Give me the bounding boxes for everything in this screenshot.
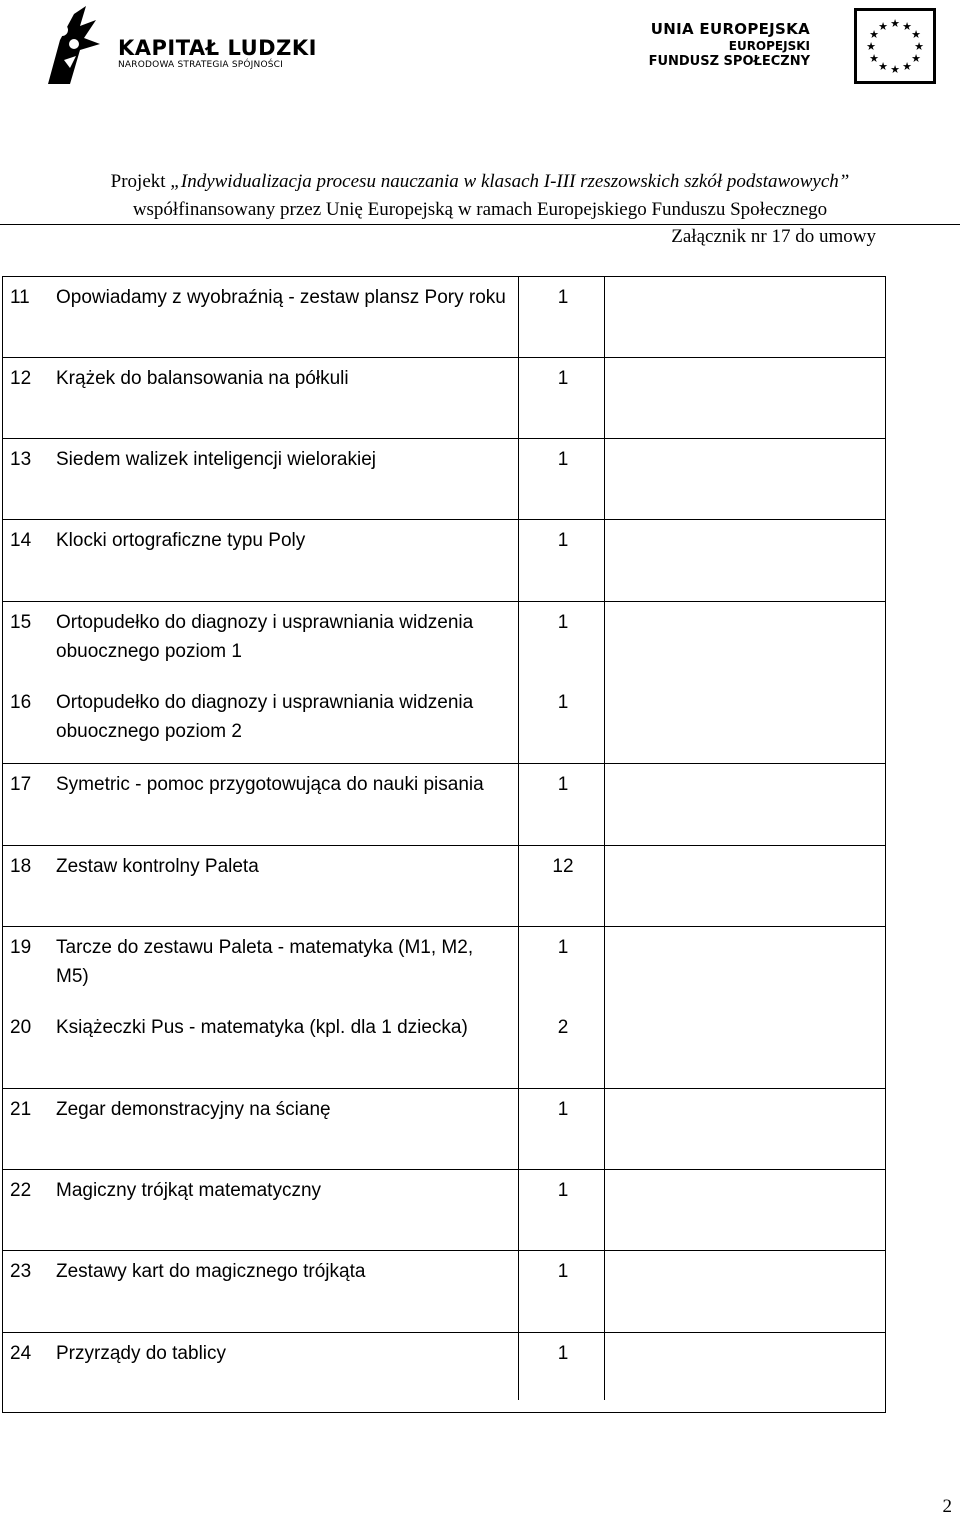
row-number: 22 [10,1180,32,1201]
row-number: 13 [10,449,32,470]
table-row [3,602,885,682]
svg-text:★: ★ [890,17,900,30]
item-quantity: 1 [557,692,569,713]
table-row [3,1251,885,1333]
table-column-divider-extra [604,276,605,1400]
item-quantity: 1 [557,1261,569,1282]
row-number: 18 [10,856,32,877]
item-name: Przyrządy do tablicy [56,1343,227,1364]
row-number: 19 [10,937,32,958]
svg-text:★: ★ [902,60,912,73]
item-name: Siedem walizek inteligencji wielorakiej [56,449,376,470]
table-column-divider-qty [518,276,519,1400]
svg-text:★: ★ [914,40,924,53]
row-number: 14 [10,530,32,551]
item-name: Zestawy kart do magicznego trójkąta [56,1261,366,1282]
item-name: Klocki ortograficzne typu Poly [56,530,306,551]
table-row [3,277,885,358]
item-name: Książeczki Pus - matematyka (kpl. dla 1 dziecka) [56,1017,468,1038]
kapital-ludzki-logo [40,4,320,88]
eu-logo [648,6,940,86]
kapital-ludzki-emblem-icon [40,4,112,88]
item-quantity: 2 [557,1017,569,1038]
table-row [3,1089,885,1170]
svg-text:★: ★ [902,20,912,33]
table-row [3,1170,885,1251]
row-number: 12 [10,368,32,389]
item-name: Krążek do balansowania na półkuli [56,368,349,389]
logo-subtitle: NARODOWA STRATEGIA SPÓJNOŚCI [118,60,283,70]
item-name: Symetric - pomoc przygotowująca do nauki pisania [56,774,484,795]
row-number: 20 [10,1017,32,1038]
header-divider [0,224,960,225]
item-quantity: 12 [552,856,574,877]
project-prefix: Projekt [110,171,166,192]
row-number: 17 [10,774,32,795]
svg-text:★: ★ [869,28,879,41]
row-number: 11 [10,287,30,308]
table-row [3,358,885,439]
item-quantity: 1 [557,612,569,633]
table-row [3,520,885,602]
eu-logo-line2: EUROPEJSKI [728,39,810,53]
item-name: Opowiadamy z wyobraźnią - zestaw plansz Pory roku [56,287,506,308]
project-title-line [0,171,960,193]
item-name: Zestaw kontrolny Paleta [56,856,259,877]
eu-logo-line1: UNIA EUROPEJSKA [650,20,810,38]
table-row [3,439,885,520]
eu-flag-icon [854,8,936,84]
annex-label: Załącznik nr 17 do umowy [671,226,876,247]
row-number: 16 [10,692,32,713]
item-quantity: 1 [557,937,569,958]
svg-text:★: ★ [866,40,876,53]
item-name: Zegar demonstracyjny na ścianę [56,1099,331,1120]
item-quantity: 1 [557,1099,569,1120]
eu-logo-text [649,20,810,69]
svg-text:★: ★ [869,52,879,65]
table-row [3,927,885,1007]
svg-text:★: ★ [890,63,900,76]
table-row [3,846,885,927]
table-row [3,1007,885,1089]
table-row [3,1333,885,1412]
item-name: Magiczny trójkąt matematyczny [56,1180,322,1201]
item-name: Ortopudełko do diagnozy i usprawniania widzenia obuocznego poziom 1 [56,612,474,662]
table-row [3,682,885,764]
item-quantity: 1 [557,287,569,308]
row-number: 24 [10,1343,32,1364]
svg-text:★: ★ [878,20,888,33]
svg-text:★: ★ [911,28,921,41]
row-number: 15 [10,612,32,633]
table-row [3,764,885,846]
item-name: Ortopudełko do diagnozy i usprawniania widzenia obuocznego poziom 2 [56,692,474,742]
eu-logo-line3: FUNDUSZ SPOŁECZNY [648,54,810,69]
svg-text:★: ★ [911,52,921,65]
item-quantity: 1 [557,1180,569,1201]
item-quantity: 1 [557,774,569,795]
item-quantity: 1 [557,1343,569,1364]
row-number: 23 [10,1261,32,1282]
project-title: „Indywidualizacja procesu nauczania w klasach I-III rzeszowskich szkół podstawowych” [170,171,850,192]
page-number: 2 [942,1496,952,1517]
item-name: Tarcze do zestawu Paleta - matematyka (M1, M2, M5) [56,937,474,987]
logo-title: KAPITAŁ LUDZKI [118,36,317,60]
items-table [2,276,886,1413]
cofinance-line: współfinansowany przez Unię Europejską w ramach Europejskiego Funduszu Społecznego [132,199,828,220]
item-quantity: 1 [557,530,569,551]
item-quantity: 1 [557,449,569,470]
item-quantity: 1 [557,368,569,389]
svg-text:★: ★ [878,60,888,73]
row-number: 21 [10,1099,32,1120]
